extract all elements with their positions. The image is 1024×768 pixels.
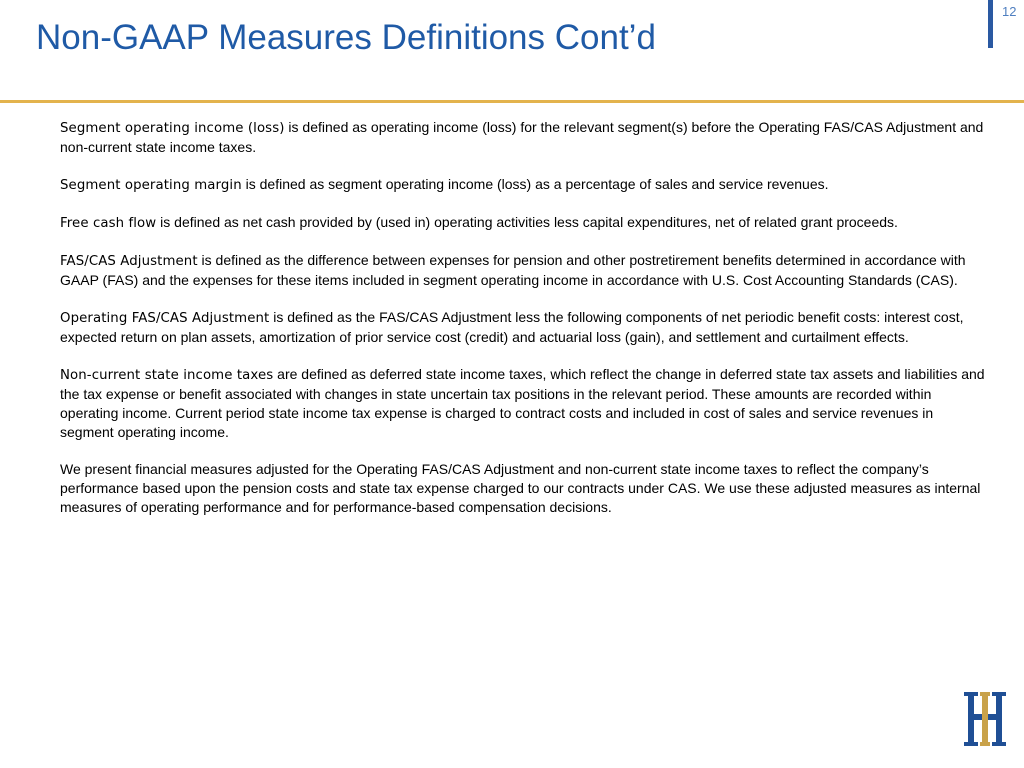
definition-paragraph [60,213,990,233]
definition-term: Free cash flow [60,216,157,231]
page-number-bar [988,0,993,48]
logo-serif-bottom-right [992,742,1006,746]
definition-paragraph [60,175,990,195]
page-number-badge [988,0,1024,48]
definition-text: is defined as net cash provided by (used in) operating activities less capital expenditures, net of related grant proceeds. [156,214,898,230]
logo-serif-bottom-left [964,742,978,746]
title-divider [0,100,1024,103]
logo-gold-cap-bottom [980,742,990,746]
slide-title: Non-GAAP Measures Definitions Cont’d [36,18,656,57]
definition-text: is defined as the difference between expenses for pension and other postretirement benefits determined in accordance with GAAP (FAS) and the expenses for these items included in segment operating income in accordance with U.S. Cost Accounting Standards (CAS). [60,252,966,288]
definition-text: is defined as the FAS/CAS Adjustment less the following components of net periodic benefit costs: interest cost, expected return on plan assets, amortization of prior service cost (credit) and actuarial loss (gain), and settlement and curtailment effects. [60,309,964,345]
page-number: 12 [1002,4,1017,19]
definitions-body [60,118,990,535]
definition-term: Non-current state income taxes [60,368,274,383]
definition-term: Segment operating margin [60,178,242,193]
definition-paragraph [60,365,990,442]
definition-paragraph [60,251,990,290]
logo-left-stem [968,692,974,746]
summary-paragraph [60,460,990,517]
definition-text: is defined as operating income (loss) for the relevant segment(s) before the Operating FAS/CAS Adjustment and non-current state income taxes. [60,119,984,155]
definition-paragraph [60,118,990,157]
summary-text: We present financial measures adjusted for the Operating FAS/CAS Adjustment and non-current state income taxes to reflect the company’s performance based upon the pension costs and state tax expense charged to our contracts under CAS. We use these adjusted measures as internal measures of operating performance and for performance-based compensation decisions. [60,461,981,515]
definition-term: Operating FAS/CAS Adjustment [60,311,270,326]
definition-term: Segment operating income (loss) [60,121,285,136]
definition-paragraph [60,308,990,347]
definition-term: FAS/CAS Adjustment [60,254,198,269]
logo-gold-stem [982,692,988,746]
company-logo-icon [962,690,1008,748]
logo-right-stem [996,692,1002,746]
definition-text: are defined as deferred state income taxes, which reflect the change in deferred state tax assets and liabilities and the tax expense or benefit associated with changes in state uncertain tax positions in the relevant period. These amounts are recorded within operating income. Current period state income tax expense is charged to contract costs and included in cost of sales and service revenues in segment operating income. [60,366,985,440]
definition-text: is defined as segment operating income (loss) as a percentage of sales and service revenues. [241,176,829,192]
